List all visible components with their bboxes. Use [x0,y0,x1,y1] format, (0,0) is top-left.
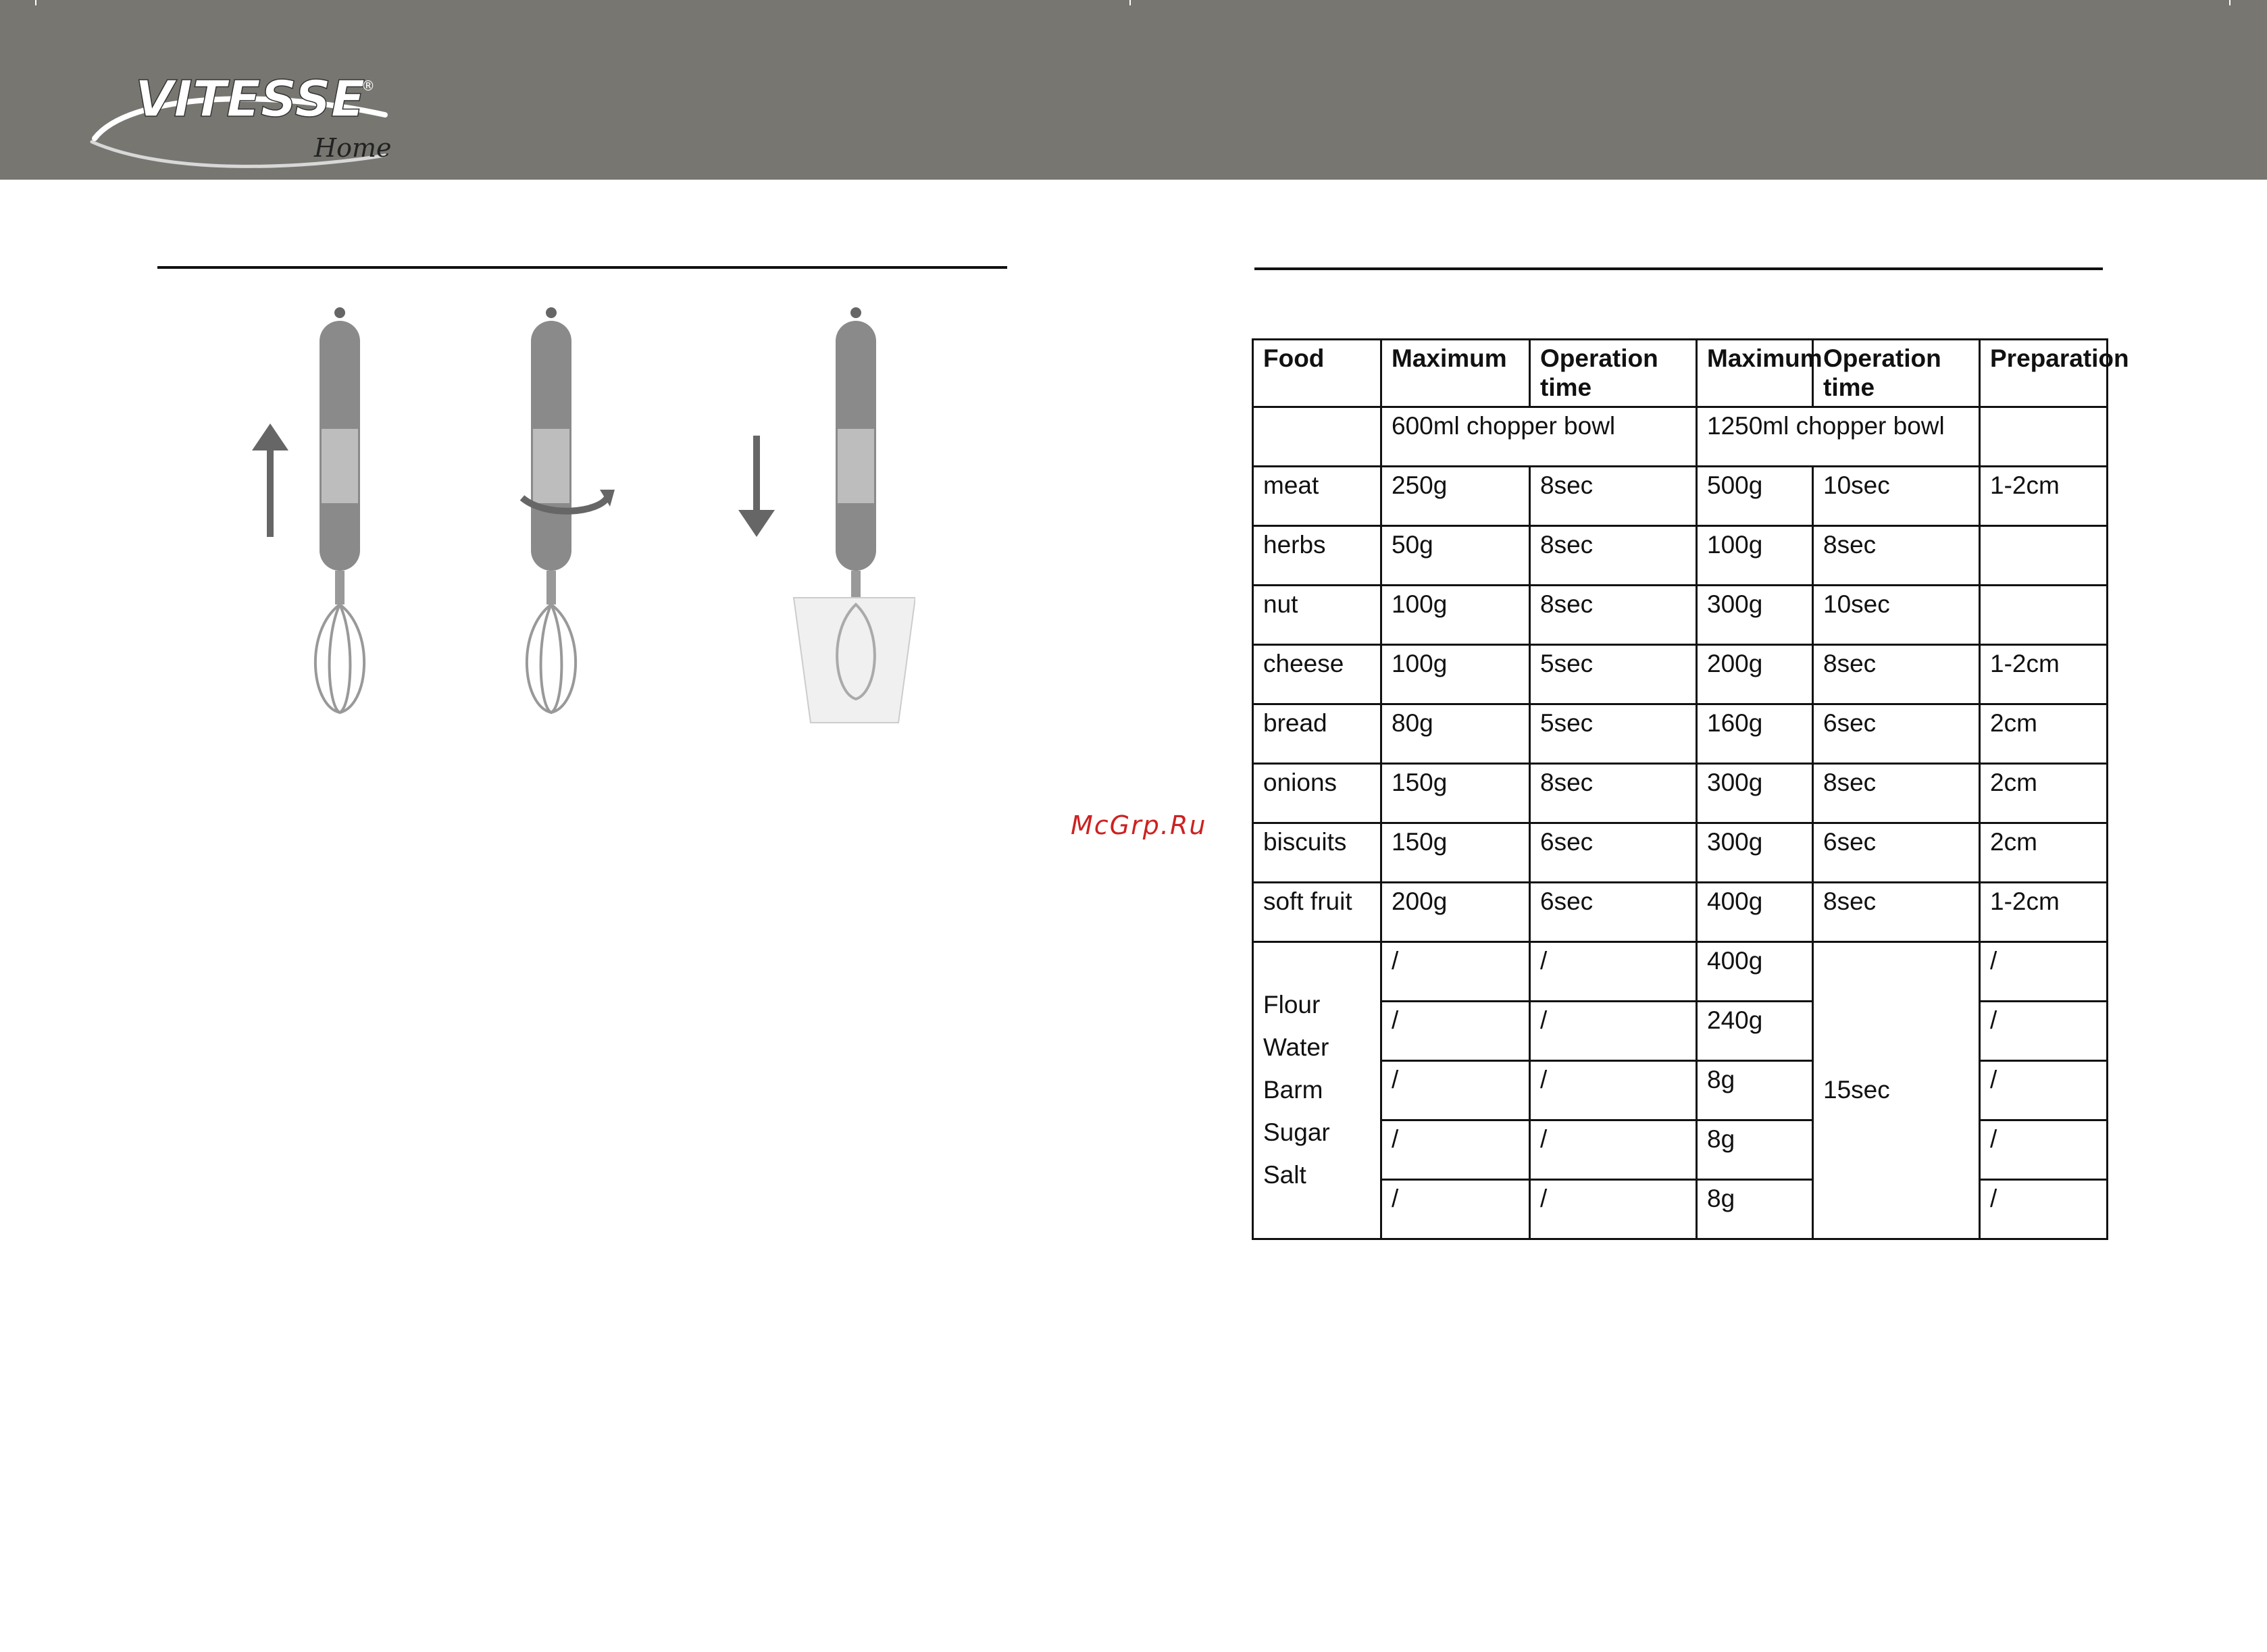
section-rule-left [157,266,1007,269]
max1-cell: / [1381,942,1530,1002]
table-row [1253,704,2108,764]
max2-cell: 240g [1697,1002,1813,1061]
max2-cell: 400g [1697,883,1813,942]
time1-cell: 8sec [1530,526,1697,586]
max1-cell: 100g [1381,586,1530,645]
max1-cell: 50g [1381,526,1530,586]
header-maximum-600: Maximum [1381,340,1530,407]
time1-cell: / [1530,1120,1697,1180]
max1-cell: / [1381,1061,1530,1120]
bowl-empty-cell [1253,407,1381,467]
dough-time-cell: 15sec [1813,942,1980,1239]
food-cell: bread [1253,704,1381,764]
dough-row [1253,1180,2108,1239]
header-food: Food [1253,340,1381,407]
table-row [1253,764,2108,823]
time2-cell: 6sec [1813,704,1980,764]
max2-cell: 500g [1697,467,1813,526]
time1-cell: 6sec [1530,823,1697,883]
watermark: McGrp.Ru [1071,810,1207,840]
table-header-row [1253,340,2108,407]
header-preparation: Preparation [1980,340,2108,407]
prep-cell: 2cm [1980,823,2108,883]
dough-row [1253,1002,2108,1061]
food-cell: biscuits [1253,823,1381,883]
time2-cell: 8sec [1813,764,1980,823]
max1-cell: / [1381,1120,1530,1180]
max1-cell: 150g [1381,823,1530,883]
time1-cell: 8sec [1530,467,1697,526]
prep-cell: 1-2cm [1980,645,2108,704]
prep-cell: 1-2cm [1980,467,2108,526]
prep-cell: / [1980,1061,2108,1120]
section-rule-right [1254,267,2103,270]
time1-cell: / [1530,942,1697,1002]
max1-cell: 100g [1381,645,1530,704]
dough-ingredients-cell [1253,942,1381,1239]
prep-cell: 1-2cm [1980,883,2108,942]
blender-twist-illustration [451,307,627,726]
vitesse-logo [88,74,412,169]
food-cell: meat [1253,467,1381,526]
prep-cell: / [1980,1180,2108,1239]
max2-cell: 200g [1697,645,1813,704]
food-cell: soft fruit [1253,883,1381,942]
dough-row [1253,1120,2108,1180]
time1-cell: 5sec [1530,645,1697,704]
time2-cell: 8sec [1813,526,1980,586]
time2-cell: 10sec [1813,467,1980,526]
dough-row [1253,942,2108,1002]
brand-text: VITESSE [135,74,365,128]
blender-remove-illustration [240,307,415,726]
ingredient-sugar: Sugar [1263,1118,1330,1147]
max2-cell: 300g [1697,586,1813,645]
time1-cell: 5sec [1530,704,1697,764]
max2-cell: 300g [1697,823,1813,883]
max1-cell: / [1381,1002,1530,1061]
max2-cell: 8g [1697,1061,1813,1120]
max1-cell: / [1381,1180,1530,1239]
crop-mark [35,0,36,5]
prep-cell: 2cm [1980,764,2108,823]
sub-brand-text: Home [314,133,392,163]
chopping-table [1252,338,2129,1240]
max2-cell: 8g [1697,1120,1813,1180]
table-row [1253,526,2108,586]
max2-cell: 160g [1697,704,1813,764]
prep-cell: / [1980,1002,2108,1061]
bowl-600: 600ml chopper bowl [1381,407,1697,467]
ingredient-barm: Barm [1263,1076,1323,1104]
table-row [1253,645,2108,704]
table-row [1253,883,2108,942]
food-cell: onions [1253,764,1381,823]
prep-cell: 2cm [1980,704,2108,764]
dough-row [1253,1061,2108,1120]
bowl-1250: 1250ml chopper bowl [1697,407,1980,467]
prep-cell [1980,526,2108,586]
time2-cell: 10sec [1813,586,1980,645]
header-maximum-1250: Maximum [1697,340,1813,407]
table-row [1253,467,2108,526]
bowl-row [1253,407,2108,467]
max2-cell: 8g [1697,1180,1813,1239]
ingredient-water: Water [1263,1033,1329,1062]
time1-cell: / [1530,1061,1697,1120]
time1-cell: 6sec [1530,883,1697,942]
food-cell: herbs [1253,526,1381,586]
time2-cell: 8sec [1813,883,1980,942]
header-time-600: Operation time [1530,340,1697,407]
ingredient-salt: Salt [1263,1160,1306,1189]
prep-cell: / [1980,942,2108,1002]
ingredient-flour: Flour [1263,991,1321,1019]
crop-mark [2229,0,2231,5]
max1-cell: 200g [1381,883,1530,942]
table-row [1253,823,2108,883]
max2-cell: 300g [1697,764,1813,823]
bowl-empty-cell [1980,407,2108,467]
max2-cell: 400g [1697,942,1813,1002]
header-time-1250: Operation time [1813,340,1980,407]
prep-cell [1980,586,2108,645]
blender-insert-illustration [713,307,915,726]
crop-mark [1129,0,1131,5]
max1-cell: 250g [1381,467,1530,526]
food-cell: nut [1253,586,1381,645]
time2-cell: 6sec [1813,823,1980,883]
time1-cell: 8sec [1530,764,1697,823]
time1-cell: / [1530,1002,1697,1061]
registered-mark: ® [361,78,375,94]
table-row [1253,586,2108,645]
time1-cell: / [1530,1180,1697,1239]
time1-cell: 8sec [1530,586,1697,645]
time2-cell: 8sec [1813,645,1980,704]
food-cell: cheese [1253,645,1381,704]
max2-cell: 100g [1697,526,1813,586]
max1-cell: 80g [1381,704,1530,764]
prep-cell: / [1980,1120,2108,1180]
max1-cell: 150g [1381,764,1530,823]
